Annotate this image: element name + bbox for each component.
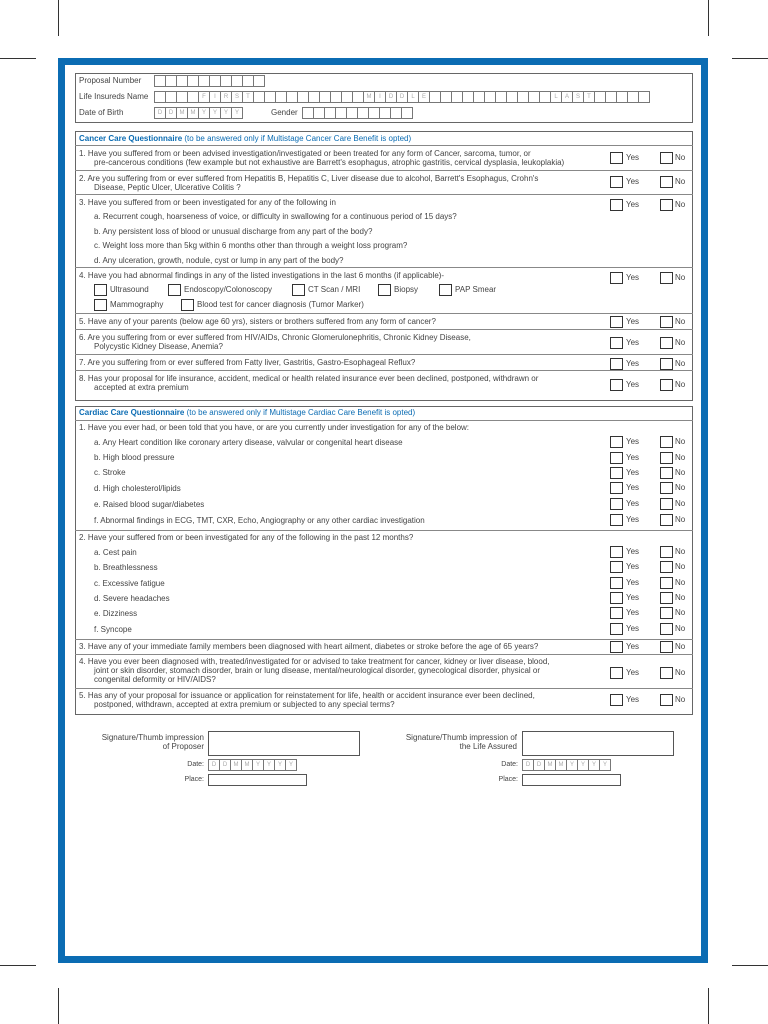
- cancer-q3-text: 3. Have you suffered from or been investigated for any of the following in: [79, 198, 336, 207]
- crop-mark: [0, 965, 36, 966]
- char-cell[interactable]: Y: [566, 759, 578, 771]
- yes-label: Yes: [626, 547, 640, 556]
- char-cell[interactable]: S: [231, 91, 243, 103]
- yes-label: Yes: [626, 453, 640, 462]
- no-label: No: [675, 578, 686, 587]
- char-cell[interactable]: D: [533, 759, 545, 771]
- char-cell[interactable]: M: [363, 91, 375, 103]
- cancer-q1-text: 1. Have you suffered from or been advised investigation/investigated or been treated for any form of Cancer, sarcoma, tumor, or: [79, 149, 531, 158]
- no-label: No: [675, 177, 686, 186]
- crop-mark: [0, 58, 36, 59]
- proposer-date-field[interactable]: [208, 759, 296, 771]
- cancer-q2-yes-checkbox[interactable]: [610, 176, 623, 188]
- char-cell[interactable]: E: [418, 91, 430, 103]
- yes-label: Yes: [626, 562, 640, 571]
- divider: [75, 370, 693, 371]
- no-label: No: [675, 608, 686, 617]
- no-label: No: [675, 437, 686, 446]
- proposer-signature-label-cont: of Proposer: [162, 742, 204, 751]
- gender-field[interactable]: [302, 107, 412, 119]
- divider: [75, 639, 693, 640]
- cardiac-section-note: (to be answered only if Multistage Cardiac Care Benefit is opted): [186, 408, 416, 417]
- cancer-q4-text: 4. Have you had abnormal findings in any of the listed investigations in the last 6 months (if applicable)-: [79, 271, 445, 280]
- no-label: No: [675, 317, 686, 326]
- yes-label: Yes: [626, 468, 640, 477]
- cardiac-section-heading: [79, 408, 415, 417]
- divider: [75, 354, 693, 355]
- char-cell[interactable]: D: [165, 107, 177, 119]
- char-cell[interactable]: Y: [252, 759, 264, 771]
- cardiac-q1d-text: d. High cholesterol/lipids: [94, 484, 181, 493]
- cardiac-q2-text: 2. Have your suffered from or been investigated for any of the following in the past 12 months?: [79, 533, 414, 542]
- char-cell[interactable]: L: [407, 91, 419, 103]
- ultrasound-checkbox[interactable]: [94, 284, 107, 296]
- divider: [75, 329, 693, 330]
- assured-place-field[interactable]: [522, 774, 621, 786]
- divider: [75, 654, 693, 655]
- cancer-q3a-text: a. Recurrent cough, hoarseness of voice, or difficulty in swallowing for a continuous period of 15 days?: [94, 212, 457, 221]
- yes-label: Yes: [626, 499, 640, 508]
- char-cell[interactable]: M: [230, 759, 242, 771]
- no-label: No: [675, 200, 686, 209]
- divider: [75, 267, 693, 268]
- no-label: No: [675, 359, 686, 368]
- cardiac-q2e-text: e. Dizziness: [94, 609, 138, 618]
- yes-label: Yes: [626, 200, 640, 209]
- char-cell[interactable]: M: [544, 759, 556, 771]
- no-label: No: [675, 499, 686, 508]
- mammography-label: Mammography: [110, 300, 164, 309]
- cardiac-q1b-text: b. High blood pressure: [94, 453, 175, 462]
- cardiac-q3-no-checkbox[interactable]: [660, 641, 673, 653]
- cardiac-q1c-text: c. Stroke: [94, 468, 126, 477]
- cancer-q8-text-cont: accepted at extra premium: [94, 383, 189, 392]
- cardiac-q5-text: 5. Has any of your proposal for issuance or application for reinstatement for life, health or accident insurance ever been declined,: [79, 691, 535, 700]
- cancer-section-title: Cancer Care Questionnaire: [79, 134, 183, 143]
- yes-label: Yes: [626, 593, 640, 602]
- cancer-q3-yes-checkbox[interactable]: [610, 199, 623, 211]
- char-cell[interactable]: Y: [209, 107, 221, 119]
- cardiac-q2f-no-checkbox[interactable]: [660, 623, 673, 635]
- cardiac-q1e-text: e. Raised blood sugar/diabetes: [94, 500, 205, 509]
- no-label: No: [675, 515, 686, 524]
- cardiac-q5-yes-checkbox[interactable]: [610, 694, 623, 706]
- assured-signature-box[interactable]: [522, 731, 674, 756]
- cancer-q8-text: 8. Has your proposal for life insurance, accident, medical or health related insurance ever been declined, postponed, withdrawn or: [79, 374, 539, 383]
- ct-scan-checkbox[interactable]: [292, 284, 305, 296]
- no-label: No: [675, 593, 686, 602]
- cancer-q2-text: 2. Are you suffering from or ever suffered from Hepatitis B, Hepatitis C, Liver disease due to alcohol, Barrett's Esophagus, Crohn's: [79, 174, 539, 183]
- char-cell[interactable]: D: [208, 759, 220, 771]
- char-cell[interactable]: Y: [588, 759, 600, 771]
- char-cell[interactable]: [638, 91, 650, 103]
- cardiac-q1e-no-checkbox[interactable]: [660, 498, 673, 510]
- cancer-q6-yes-checkbox[interactable]: [610, 337, 623, 349]
- cancer-q7-text: 7. Are you suffering from or ever suffered from Fatty liver, Gastritis, Gastro-Esophageal Reflux?: [79, 358, 416, 367]
- yes-label: Yes: [626, 608, 640, 617]
- cancer-q5-no-checkbox[interactable]: [660, 316, 673, 328]
- ct-scan-label: CT Scan / MRI: [308, 285, 361, 294]
- cardiac-q2b-text: b. Breathlessness: [94, 563, 158, 572]
- yes-label: Yes: [626, 338, 640, 347]
- cardiac-q4-yes-checkbox[interactable]: [610, 667, 623, 679]
- cancer-q6-no-checkbox[interactable]: [660, 337, 673, 349]
- cancer-q5-text: 5. Have any of your parents (below age 60 yrs), sisters or brothers suffered from any form of cancer?: [79, 317, 436, 326]
- char-cell[interactable]: I: [374, 91, 386, 103]
- cardiac-q1e-yes-checkbox[interactable]: [610, 498, 623, 510]
- tumor-marker-checkbox[interactable]: [181, 299, 194, 311]
- cardiac-q1a-no-checkbox[interactable]: [660, 436, 673, 448]
- cardiac-q1a-text: a. Any Heart condition like coronary artery disease, valvular or congenital heart disease: [94, 438, 403, 447]
- char-cell[interactable]: M: [187, 107, 199, 119]
- yes-label: Yes: [626, 515, 640, 524]
- biopsy-label: Biopsy: [394, 285, 419, 294]
- cancer-q6-text-cont: Polycystic Kidney Disease, Anemia?: [94, 342, 223, 351]
- char-cell[interactable]: Y: [285, 759, 297, 771]
- gender-label: Gender: [271, 108, 298, 117]
- cardiac-q1f-no-checkbox[interactable]: [660, 514, 673, 526]
- cardiac-q1d-no-checkbox[interactable]: [660, 482, 673, 494]
- proposer-signature-box[interactable]: [208, 731, 360, 756]
- cancer-q7-yes-checkbox[interactable]: [610, 358, 623, 370]
- char-cell[interactable]: A: [561, 91, 573, 103]
- no-label: No: [675, 468, 686, 477]
- crop-mark: [708, 988, 709, 1024]
- proposer-signature-label: Signature/Thumb impression: [101, 733, 204, 742]
- cancer-q6-text: 6. Are you suffering from or ever suffered from HIV/AIDs, Chronic Glomerulonephritis, Chronic Kidney Disease,: [79, 333, 471, 342]
- tumor-marker-label: Blood test for cancer diagnosis (Tumor Marker): [197, 300, 364, 309]
- cancer-q7-no-checkbox[interactable]: [660, 358, 673, 370]
- char-cell[interactable]: D: [396, 91, 408, 103]
- cardiac-q2d-yes-checkbox[interactable]: [610, 592, 623, 604]
- pap-smear-checkbox[interactable]: [439, 284, 452, 296]
- yes-label: Yes: [626, 380, 640, 389]
- no-label: No: [675, 483, 686, 492]
- mammography-checkbox[interactable]: [94, 299, 107, 311]
- yes-label: Yes: [626, 668, 640, 677]
- divider: [75, 170, 693, 171]
- yes-label: Yes: [626, 153, 640, 162]
- cardiac-q2e-no-checkbox[interactable]: [660, 607, 673, 619]
- pap-smear-label: PAP Smear: [455, 285, 497, 294]
- cardiac-q2a-yes-checkbox[interactable]: [610, 546, 623, 558]
- char-cell[interactable]: Y: [274, 759, 286, 771]
- yes-label: Yes: [626, 177, 640, 186]
- cardiac-q5-no-checkbox[interactable]: [660, 694, 673, 706]
- char-cell[interactable]: T: [583, 91, 595, 103]
- cardiac-q1f-yes-checkbox[interactable]: [610, 514, 623, 526]
- divider: [75, 194, 693, 195]
- assured-date-label: Date:: [501, 761, 518, 768]
- cardiac-q1b-yes-checkbox[interactable]: [610, 452, 623, 464]
- char-cell[interactable]: M: [555, 759, 567, 771]
- proposer-place-label: Place:: [184, 776, 204, 783]
- no-label: No: [675, 642, 686, 651]
- char-cell[interactable]: L: [550, 91, 562, 103]
- proposal-number-label: Proposal Number: [79, 76, 142, 85]
- ultrasound-label: Ultrasound: [110, 285, 149, 294]
- char-cell[interactable]: F: [198, 91, 210, 103]
- cardiac-q1-text: 1. Have you ever had, or been told that you have, or are you currently under investigation for any of the below:: [79, 423, 470, 432]
- endoscopy-checkbox[interactable]: [168, 284, 181, 296]
- cardiac-q4-text-cont2: congenital deformity or HIV/AIDS?: [94, 675, 216, 684]
- cardiac-q3-text: 3. Have any of your immediate family members been diagnosed with heart ailment, diabetes or stroke before the age of 65 years?: [79, 642, 539, 651]
- assured-signature-label-cont: the Life Assured: [459, 742, 517, 751]
- cancer-section-note: (to be answered only if Multistage Cancer Care Benefit is opted): [184, 134, 412, 143]
- cancer-section-heading: [79, 134, 411, 143]
- crop-mark: [732, 965, 768, 966]
- char-cell[interactable]: I: [209, 91, 221, 103]
- cancer-q4-no-checkbox[interactable]: [660, 272, 673, 284]
- cardiac-q2f-yes-checkbox[interactable]: [610, 623, 623, 635]
- yes-label: Yes: [626, 273, 640, 282]
- cancer-q3c-text: c. Weight loss more than 5kg within 6 months other than through a weight loss program?: [94, 241, 408, 250]
- char-cell[interactable]: Y: [577, 759, 589, 771]
- cardiac-q1c-no-checkbox[interactable]: [660, 467, 673, 479]
- yes-label: Yes: [626, 359, 640, 368]
- divider: [75, 688, 693, 689]
- cardiac-q1b-no-checkbox[interactable]: [660, 452, 673, 464]
- cardiac-q2b-no-checkbox[interactable]: [660, 561, 673, 573]
- cancer-q1-yes-checkbox[interactable]: [610, 152, 623, 164]
- cancer-q8-no-checkbox[interactable]: [660, 379, 673, 391]
- cardiac-q2e-yes-checkbox[interactable]: [610, 607, 623, 619]
- yes-label: Yes: [626, 695, 640, 704]
- cardiac-q2a-no-checkbox[interactable]: [660, 546, 673, 558]
- cardiac-q1c-yes-checkbox[interactable]: [610, 467, 623, 479]
- crop-mark: [58, 988, 59, 1024]
- cancer-q4-yes-checkbox[interactable]: [610, 272, 623, 284]
- cardiac-q2c-text: c. Excessive fatigue: [94, 579, 165, 588]
- char-cell[interactable]: Y: [263, 759, 275, 771]
- char-cell[interactable]: D: [154, 107, 166, 119]
- no-label: No: [675, 695, 686, 704]
- char-cell[interactable]: Y: [220, 107, 232, 119]
- cardiac-q5-text-cont: postponed, withdrawn, accepted at extra premium or subjected to any special terms?: [94, 700, 395, 709]
- assured-signature-label: Signature/Thumb impression of: [405, 733, 517, 742]
- cardiac-q4-no-checkbox[interactable]: [660, 667, 673, 679]
- char-cell[interactable]: [253, 75, 265, 87]
- proposer-date-label: Date:: [187, 761, 204, 768]
- no-label: No: [675, 338, 686, 347]
- char-cell[interactable]: Y: [198, 107, 210, 119]
- char-cell[interactable]: M: [241, 759, 253, 771]
- cancer-q1-text-cont: pre-cancerous conditions (few example but not exhaustive are Barrett's esophagus, atrophic gastritis, cervical dysplasia, leukoplakia): [94, 158, 565, 167]
- cardiac-q1d-yes-checkbox[interactable]: [610, 482, 623, 494]
- cancer-q2-text-cont: Disease, Peptic Ulcer, Ulcerative Colitis ?: [94, 183, 241, 192]
- divider: [75, 313, 693, 314]
- yes-label: Yes: [626, 642, 640, 651]
- proposer-place-field[interactable]: [208, 774, 307, 786]
- cardiac-q1a-yes-checkbox[interactable]: [610, 436, 623, 448]
- biopsy-checkbox[interactable]: [378, 284, 391, 296]
- cardiac-section-title: Cardiac Care Questionnaire: [79, 408, 185, 417]
- cardiac-q3-yes-checkbox[interactable]: [610, 641, 623, 653]
- cancer-q2-no-checkbox[interactable]: [660, 176, 673, 188]
- date-of-birth-label: Date of Birth: [79, 108, 124, 117]
- char-cell[interactable]: D: [385, 91, 397, 103]
- life-insured-name-label: Life Insureds Name: [79, 92, 149, 101]
- cardiac-q2a-text: a. Cest pain: [94, 548, 137, 557]
- char-cell[interactable]: [401, 107, 413, 119]
- cancer-q8-yes-checkbox[interactable]: [610, 379, 623, 391]
- crop-mark: [732, 58, 768, 59]
- char-cell[interactable]: T: [242, 91, 254, 103]
- cardiac-q4-text-cont: joint or skin disorder, stomach disorder, brain or lung disease, mental/neurological disorder, gynecological disorder, physical or: [94, 666, 541, 675]
- cardiac-q2d-text: d. Severe headaches: [94, 594, 170, 603]
- yes-label: Yes: [626, 578, 640, 587]
- no-label: No: [675, 380, 686, 389]
- cardiac-q1f-text: f. Abnormal findings in ECG, TMT, CXR, Echo, Angiography or any other cardiac investigation: [94, 516, 425, 525]
- divider: [75, 530, 693, 531]
- life-insured-name-field[interactable]: [154, 91, 649, 103]
- cancer-q3b-text: b. Any persistent loss of blood or unusual discharge from any part of the body?: [94, 227, 373, 236]
- no-label: No: [675, 562, 686, 571]
- divider: [75, 420, 693, 421]
- yes-label: Yes: [626, 483, 640, 492]
- assured-date-field[interactable]: [522, 759, 610, 771]
- endoscopy-label: Endoscopy/Colonoscopy: [184, 285, 273, 294]
- crop-mark: [58, 0, 59, 36]
- crop-mark: [708, 0, 709, 36]
- divider: [75, 145, 693, 146]
- cardiac-q2d-no-checkbox[interactable]: [660, 592, 673, 604]
- char-cell[interactable]: D: [219, 759, 231, 771]
- no-label: No: [675, 668, 686, 677]
- cardiac-q2f-text: f. Syncope: [94, 625, 132, 634]
- cancer-q1-no-checkbox[interactable]: [660, 152, 673, 164]
- char-cell[interactable]: S: [572, 91, 584, 103]
- char-cell[interactable]: R: [220, 91, 232, 103]
- no-label: No: [675, 547, 686, 556]
- cancer-q3d-text: d. Any ulceration, growth, nodule, cyst or lump in any part of the body?: [94, 256, 344, 265]
- cardiac-q2c-yes-checkbox[interactable]: [610, 577, 623, 589]
- yes-label: Yes: [626, 317, 640, 326]
- char-cell[interactable]: Y: [231, 107, 243, 119]
- yes-label: Yes: [626, 624, 640, 633]
- no-label: No: [675, 153, 686, 162]
- cardiac-q4-text: 4. Have you ever been diagnosed with, treated/investigated for or advised to take treatment for cancer, kidney or liver disease, blood,: [79, 657, 550, 666]
- no-label: No: [675, 273, 686, 282]
- char-cell[interactable]: D: [522, 759, 534, 771]
- cardiac-q2c-no-checkbox[interactable]: [660, 577, 673, 589]
- date-of-birth-field[interactable]: [154, 107, 242, 119]
- no-label: No: [675, 624, 686, 633]
- proposal-number-field[interactable]: [154, 75, 264, 87]
- assured-place-label: Place:: [498, 776, 518, 783]
- yes-label: Yes: [626, 437, 640, 446]
- char-cell[interactable]: M: [176, 107, 188, 119]
- cardiac-q2b-yes-checkbox[interactable]: [610, 561, 623, 573]
- cancer-q3-no-checkbox[interactable]: [660, 199, 673, 211]
- no-label: No: [675, 453, 686, 462]
- cancer-q5-yes-checkbox[interactable]: [610, 316, 623, 328]
- char-cell[interactable]: Y: [599, 759, 611, 771]
